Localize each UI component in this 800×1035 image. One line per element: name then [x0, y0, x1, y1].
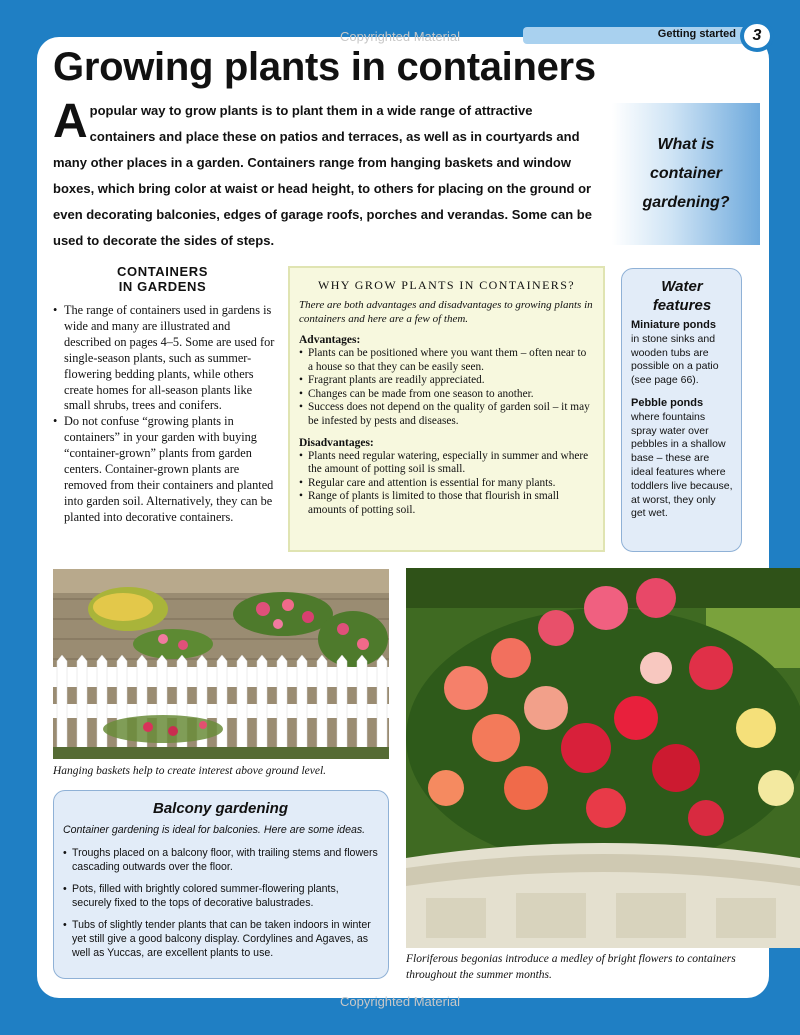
containers-in-gardens-heading: CONTAINERS IN GARDENS: [117, 264, 208, 294]
caption-left: Hanging baskets help to create interest above ground level.: [53, 765, 327, 777]
containers-in-gardens-list: [53, 303, 275, 526]
water-features-title: Water features: [652, 278, 712, 314]
why-grow-box: [288, 266, 605, 552]
list-item: • Do not confuse “growing plants in containers” in your garden with buying “container-grown” plants from garden centers. Container-grown plants are removed from their containers and planted into garden soil. Alternatively, they can be planted into decorative containers.: [53, 414, 275, 525]
why-grow-intro: There are both advantages and disadvantages to growing plants in containers and here are a few of them.: [299, 299, 593, 325]
list-item: • Plants can be positioned where you want them – often near to a house so that they can be easily seen.: [299, 347, 594, 374]
list-item: • Changes can be made from one season to another.: [299, 388, 594, 402]
list-item: • Range of plants is limited to those that flourish in small amounts of potting soil.: [299, 490, 594, 517]
watermark-top: Copyrighted Material: [340, 29, 460, 44]
water-features-box: [621, 268, 742, 552]
watermark-bottom: Copyrighted Material: [340, 994, 460, 1009]
advantages-label: Advantages:: [299, 334, 361, 346]
disadvantages-list: [299, 450, 594, 518]
drop-cap: A: [53, 95, 88, 148]
pebble-ponds-label: Pebble ponds: [631, 396, 704, 409]
balcony-gardening-title: Balcony gardening: [152, 800, 289, 817]
why-grow-title: WHY GROW PLANTS IN CONTAINERS?: [317, 278, 576, 292]
list-item: • Tubs of slightly tender plants that can be taken indoors in winter yet still give a good balcony display. Cordylines and Agaves, as well as Yuccas, are excellent plants to use.: [63, 918, 378, 960]
fence-garden-illustration: [53, 569, 389, 759]
balcony-gardening-intro: Container gardening is ideal for balconies. Here are some ideas.: [63, 824, 366, 836]
list-item: • The range of containers used in gardens is wide and many are illustrated and described on pages 4–5. Some are used for single-season plants, such as summer-flowering bedding plants, while others create homes for all-season plants like small shrubs, trees and conifers.: [53, 303, 275, 414]
intro-text: popular way to grow plants is to plant them in a wide range of attractive containers and place these on patios and terraces, as well as in courtyards and many other places in a garden. Containers range from hanging baskets and window boxes, which bring color at waist or head height, to others for placing on the ground or even decorating balconies, edges of garage roofs, porches and verandas. Some can be used to decorate the sides of steps.: [53, 103, 592, 248]
disadvantages-label: Disadvantages:: [299, 436, 374, 449]
caption-right: Floriferous begonias introduce a medley of bright flowers to containers throughout the summer months.: [406, 953, 736, 981]
list-item: • Troughs placed on a balcony floor, with trailing stems and flowers cascading outwards over the floor.: [63, 846, 378, 874]
list-item: • Regular care and attention is essential for many plants.: [299, 477, 594, 491]
list-item: • Fragrant plants are readily appreciated.: [299, 374, 594, 388]
balcony-gardening-box: [53, 790, 389, 979]
page-title: Growing plants in containers: [53, 45, 596, 89]
photo-begonias: [406, 568, 800, 948]
list-item: • Pots, filled with brightly colored summer-flowering plants, securely fixed to the tops of decorative balustrades.: [63, 882, 378, 910]
list-item: • Plants need regular watering, especially in summer and where the amount of potting soil is small.: [299, 450, 594, 477]
miniature-ponds-text: in stone sinks and wooden tubs are possible on a patio (see page 66).: [631, 332, 719, 387]
what-is-heading: What is container gardening?: [642, 136, 730, 211]
pebble-ponds-text: where fountains spray water over pebbles in a shallow base – these are ideal features where toddlers live because, at worst, they only get wet.: [631, 410, 733, 520]
intro-paragraph: [53, 95, 601, 254]
list-item: • Success does not depend on the quality of garden soil – it may be infested by pests and diseases.: [299, 401, 594, 428]
advantages-list: [299, 347, 594, 429]
miniature-ponds-label: Miniature ponds: [631, 319, 716, 331]
begonia-planter-illustration: [406, 568, 800, 948]
photo-hanging-baskets: [53, 569, 389, 759]
page-number: 3: [740, 20, 774, 52]
balcony-gardening-list: [63, 846, 378, 960]
section-label: Getting started: [657, 28, 736, 40]
